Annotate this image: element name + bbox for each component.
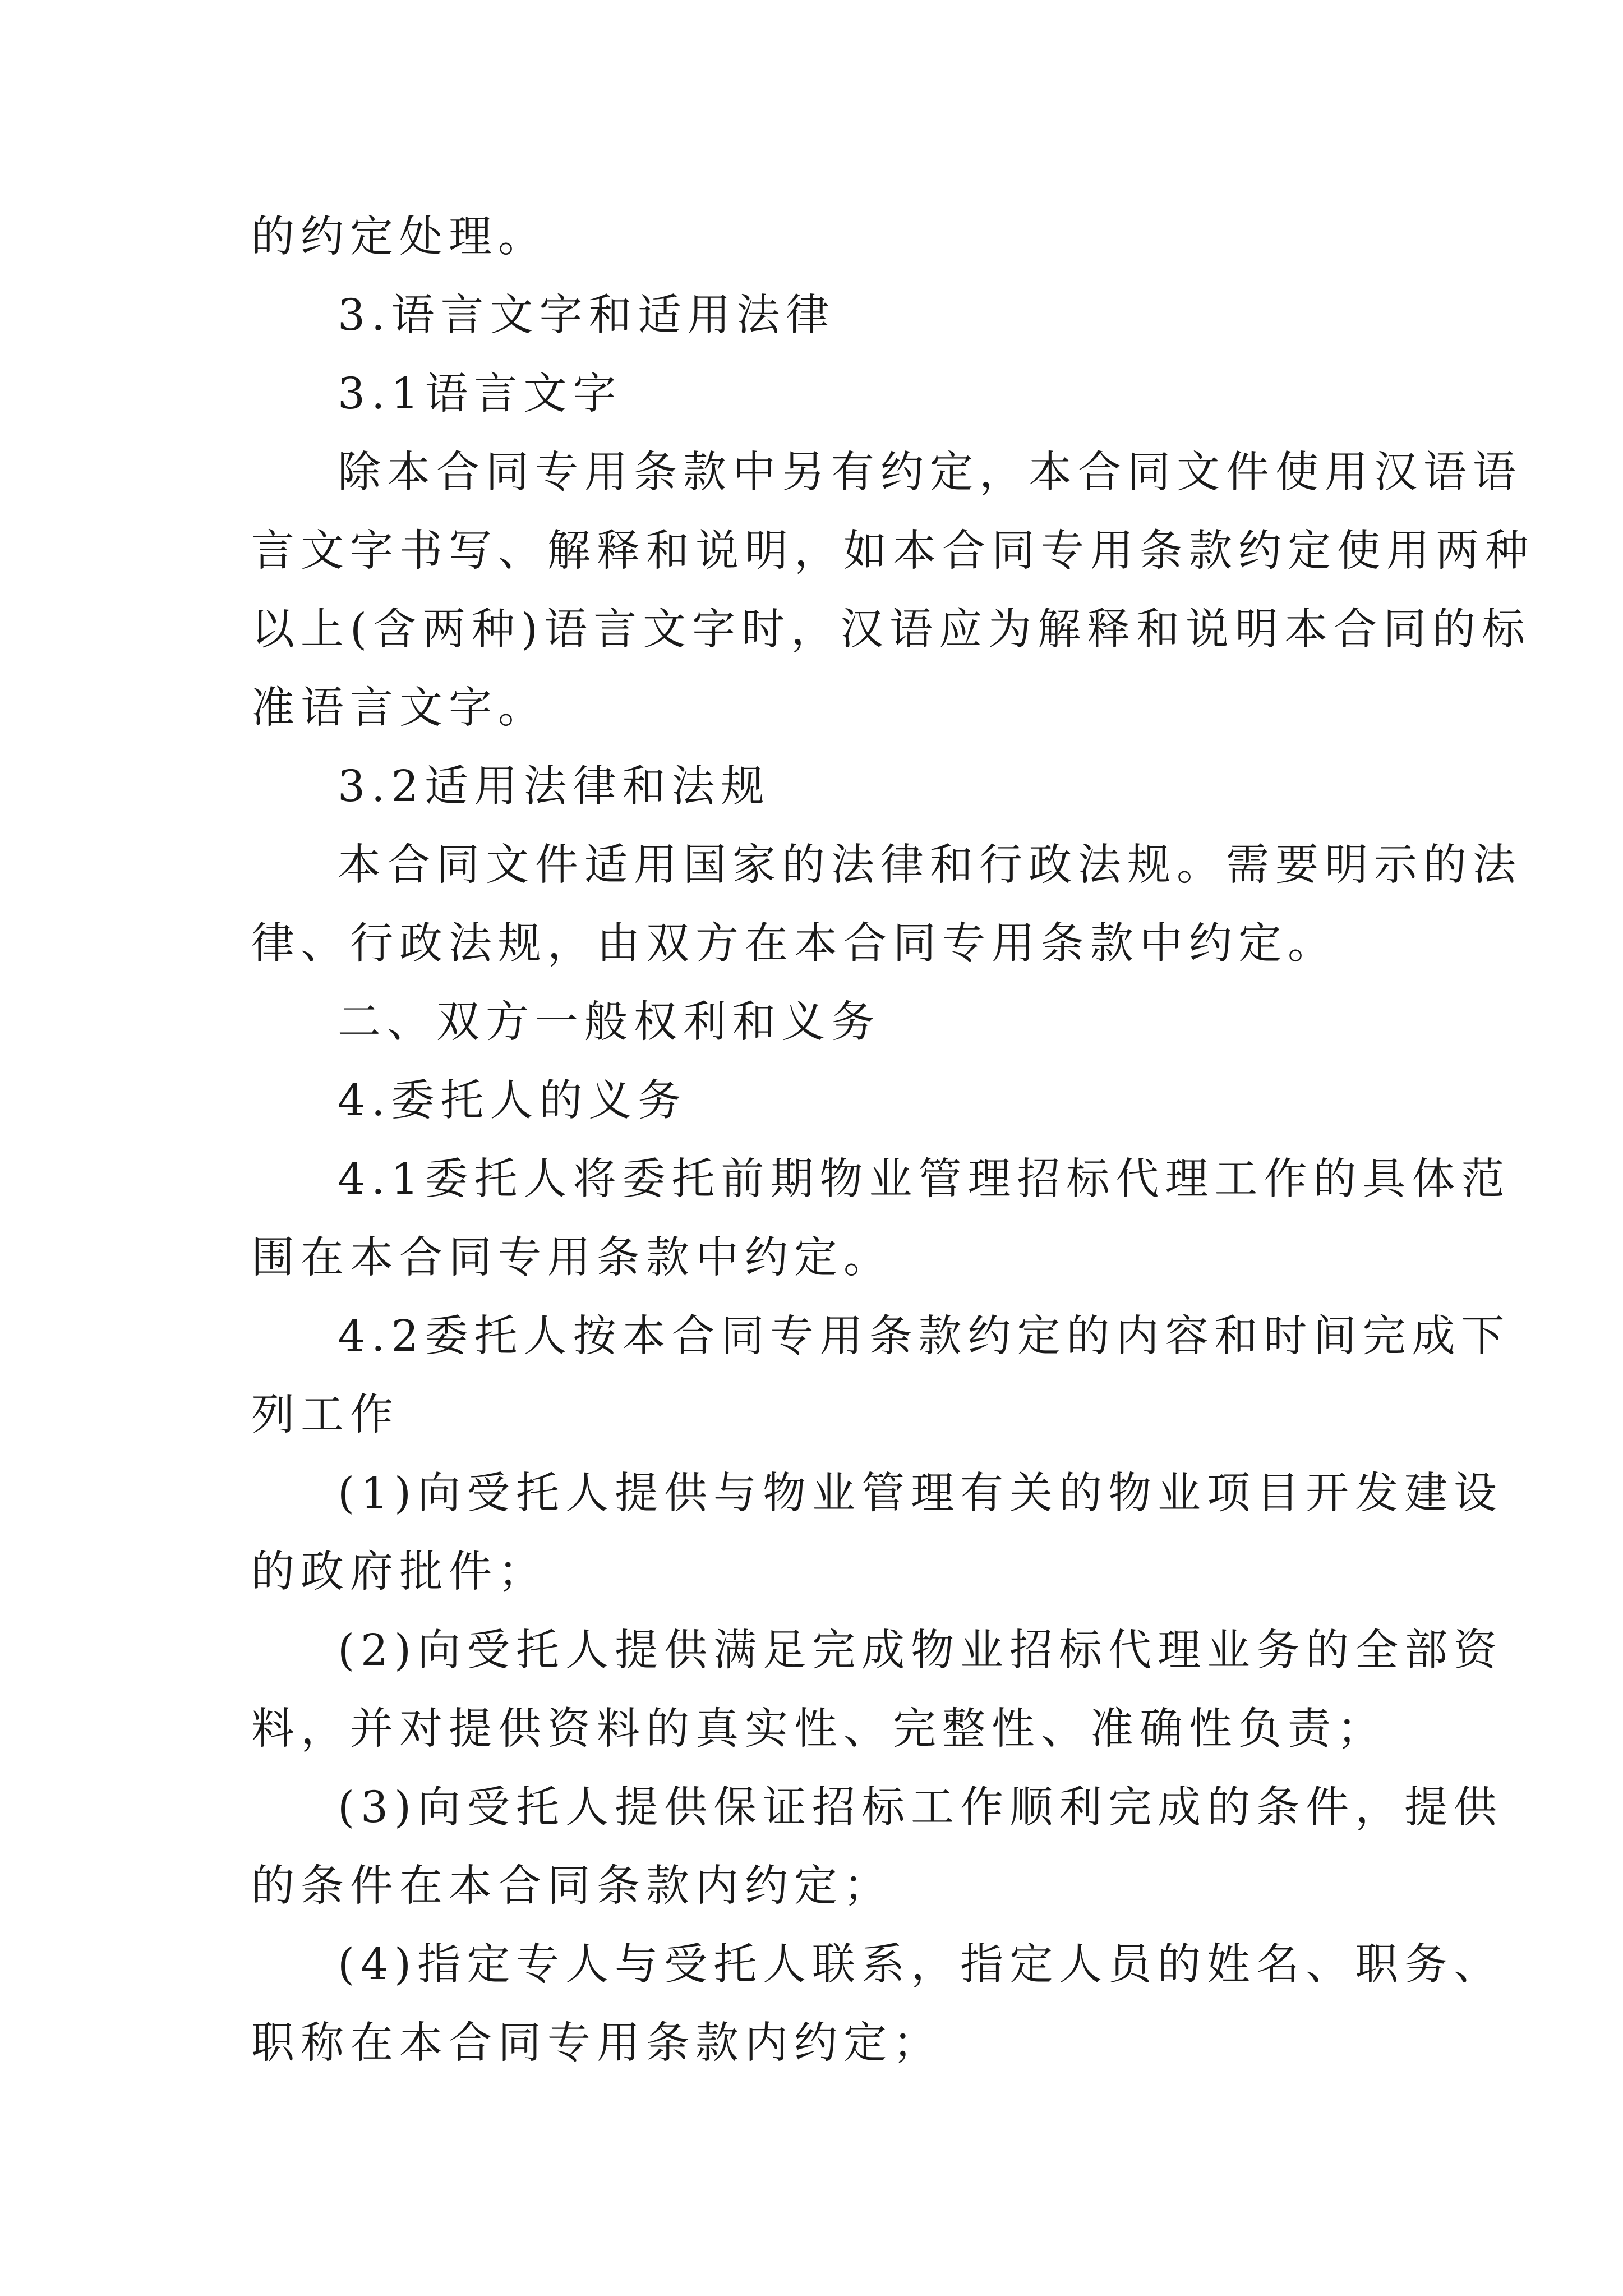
chapter-heading: 二、双方一般权利和义务 [338,997,880,1047]
text-line: 除本合同专用条款中另有约定，本合同文件使用汉语语 [338,448,1522,498]
text-line: 4.1委托人将委托前期物业管理招标代理工作的具体范 [338,1154,1511,1204]
list-item: (2)向受托人提供满足完成物业招标代理业务的全部资 [338,1626,1504,1676]
text-line: 准语言文字。 [251,683,547,733]
text-line: 的条件在本合同条款内约定； [251,1861,893,1911]
text-line: 以上(含两种)语言文字时，汉语应为解释和说明本合同的标 [251,605,1532,655]
text-line: 围在本合同专用条款中约定。 [251,1233,893,1283]
section-heading: 4.委托人的义务 [338,1076,688,1126]
list-item: (3)向受托人提供保证招标工作顺利完成的条件，提供 [338,1783,1504,1833]
text-line: 本合同文件适用国家的法律和行政法规。需要明示的法 [338,840,1522,890]
subsection-heading: 3.2适用法律和法规 [338,762,771,812]
text-line: 列工作 [251,1390,399,1440]
text-line: 言文字书写、解释和说明，如本合同专用条款约定使用两种 [251,526,1534,576]
text-line: 职称在本合同专用条款内约定； [251,2018,942,2068]
text-line: 的政府批件； [251,1547,547,1597]
text-line: 4.2委托人按本合同专用条款约定的内容和时间完成下 [338,1312,1511,1361]
section-heading: 3.语言文字和适用法律 [338,291,836,341]
contract-text-block [251,198,1534,2083]
text-line: 料，并对提供资料的真实性、完整性、准确性负责； [251,1704,1386,1754]
text-line: 的约定处理。 [251,212,547,262]
list-item: (1)向受托人提供与物业管理有关的物业项目开发建设 [338,1469,1504,1519]
list-item: (4)指定专人与受托人联系，指定人员的姓名、职务、 [338,1940,1504,1990]
subsection-heading: 3.1语言文字 [338,369,623,419]
text-line: 律、行政法规，由双方在本合同专用条款中约定。 [251,919,1337,969]
